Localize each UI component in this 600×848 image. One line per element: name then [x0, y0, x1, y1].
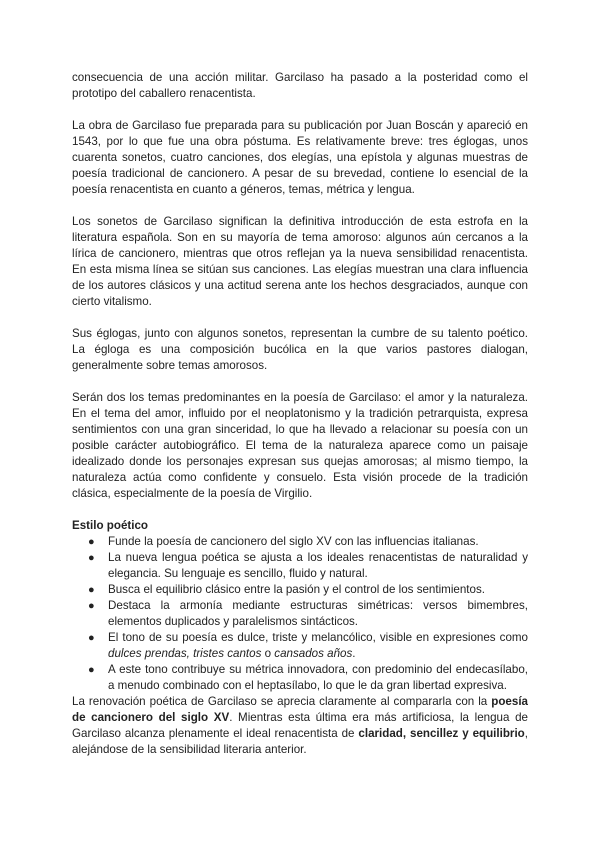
list-item-text: La nueva lengua poética se ajusta a los ideales renacentistas de naturalidad y elegancia. Su lenguaje es sencillo, fluido y natural.	[108, 551, 528, 580]
separator: ,	[186, 647, 194, 660]
section-heading: Estilo poético	[72, 519, 149, 532]
list-item-text: Busca el equilibrio clásico entre la pasión y el control de los sentimientos.	[108, 583, 485, 596]
closing-text: La renovación poética de Garcilaso se aprecia claramente al compararla con la	[72, 695, 492, 708]
paragraph-1: consecuencia de una acción militar. Garcilaso ha pasado a la posteridad como el prototipo del caballero renacentista.	[72, 71, 528, 100]
example-expression: cansados años	[274, 647, 353, 660]
bullet-icon: ●	[88, 536, 95, 548]
closing-emphasis: poesía de cancionero del siglo XV	[72, 695, 528, 724]
list-item	[72, 550, 528, 582]
list-item-text: Destaca la armonía mediante estructuras simétricas: versos bimembres, elementos duplicados y paralelismos sintácticos.	[108, 599, 528, 628]
example-expression: tristes cantos	[193, 647, 262, 660]
list-item-text: A este tono contribuye su métrica innovadora, con predominio del endecasílabo, a menudo combinado con el heptasílabo, lo que le da gran libertad expresiva.	[108, 663, 528, 692]
list-item-text	[108, 631, 528, 660]
bullet-list	[72, 534, 528, 694]
closing-paragraph	[72, 694, 528, 758]
bullet-icon: ●	[88, 664, 95, 676]
list-item	[72, 534, 528, 550]
list-item	[72, 582, 528, 598]
bullet-icon: ●	[88, 632, 95, 644]
list-item	[72, 630, 528, 662]
separator: o	[261, 647, 275, 660]
list-item-text-part: El tono de su poesía es dulce, triste y melancólico, visible en expresiones como	[108, 631, 528, 644]
paragraph-5: Serán dos los temas predominantes en la poesía de Garcilaso: el amor y la naturaleza. En el tema del amor, influido por el neoplatonismo y la tradición petrarquista, expresa sentimientos con una gran sinceridad, lo que ha llevado a relacionar su poesía con un posible carácter autobiográfico. El tema de la naturaleza aparece como un paisaje idealizado donde los personajes expresan sus quejas amorosas; al mismo tiempo, la naturaleza actúa como confidente y consuelo. Esta visión procede de la tradición clásica, especialmente de la poesía de Virgilio.	[72, 391, 528, 500]
closing-emphasis: claridad, sencillez y equilibrio	[358, 727, 525, 740]
paragraph-3: Los sonetos de Garcilaso significan la definitiva introducción de esta estrofa en la literatura española. Son en su mayoría de tema amoroso: algunos aún cercanos a la lírica de cancionero, mientras que otros reflejan ya la nueva sensibilidad renacentista. En esta misma línea se sitúan sus canciones. Las elegías muestran una clara influencia de los autores clásicos y una actitud serena ante los hechos desgraciados, aunque con cierto vitalismo.	[72, 215, 528, 308]
closing-text: . Mientras esta última era más artificiosa, la lengua de Garcilaso alcanza plenamente el ideal renacentista de	[72, 711, 528, 740]
example-expression: dulces prendas	[108, 647, 187, 660]
bullet-icon: ●	[88, 552, 95, 564]
bullet-icon: ●	[88, 600, 95, 612]
style-section	[72, 518, 528, 694]
paragraph-4: Sus églogas, junto con algunos sonetos, representan la cumbre de su talento poético. La égloga es una composición bucólica en la que varios pastores dialogan, generalmente sobre temas amorosos.	[72, 327, 528, 372]
list-item	[72, 598, 528, 630]
list-item-text-part: .	[352, 647, 356, 660]
list-item-text: Funde la poesía de cancionero del siglo XV con las influencias italianas.	[108, 535, 479, 548]
bullet-icon: ●	[88, 584, 95, 596]
document-page	[72, 70, 528, 758]
paragraph-2: La obra de Garcilaso fue preparada para su publicación por Juan Boscán y apareció en 1543, por lo que fue una obra póstuma. Es relativamente breve: tres églogas, unos cuarenta sonetos, cuatro canciones, dos elegías, una epístola y algunas muestras de poesía tradicional de cancionero. A pesar de su brevedad, contiene lo esencial de la poesía renacentista en cuanto a géneros, temas, métrica y lengua.	[72, 119, 528, 196]
list-item	[72, 662, 528, 694]
closing-text: , alejándose de la sensibilidad literaria anterior.	[72, 727, 528, 756]
